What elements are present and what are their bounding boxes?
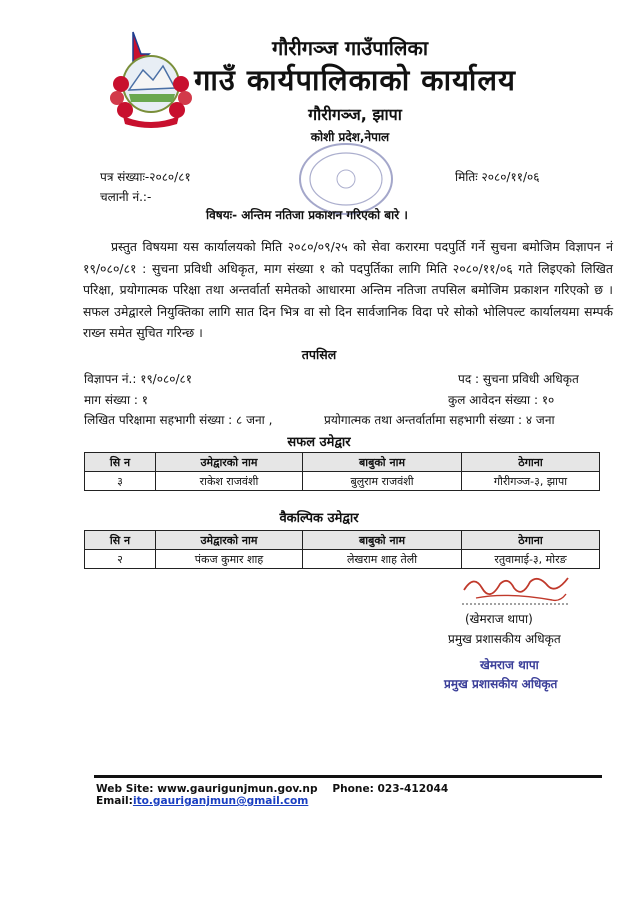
alternate-candidate-heading: वैकल्पिक उमेद्वार — [279, 511, 359, 526]
alternate-candidate-table — [84, 530, 600, 569]
table-header-row — [85, 453, 600, 472]
successful-candidate-table — [84, 452, 600, 491]
body-paragraph — [83, 236, 613, 344]
office-title: गाउँ कार्यपालिकाको कार्यालय — [194, 63, 516, 97]
column-header: उमेद्वारको नाम — [156, 531, 303, 550]
table-cell: गौरीगञ्ज-३, झापा — [462, 472, 600, 491]
municipality-name: गौरीगञ्ज गाउँपालिका — [271, 36, 429, 60]
table-row — [85, 472, 600, 491]
handwritten-signature-icon — [456, 570, 576, 608]
signatory-name: (खेमराज थापा) — [465, 612, 533, 626]
column-header: सि न — [85, 531, 156, 550]
column-header: बाबुको नाम — [303, 453, 462, 472]
written-exam-count: लिखित परिक्षामा सहभागी संख्या : ८ जना , — [84, 413, 273, 427]
practical-interview-count: प्रयोगात्मक तथा अन्तर्वार्तामा सहभागी संख्या : ४ जना — [324, 413, 555, 427]
footer-email-label: Email: — [96, 795, 133, 807]
column-header: बाबुको नाम — [303, 531, 462, 550]
office-location: गौरीगञ्ज, झापा — [308, 105, 402, 124]
footer-website[interactable]: Web Site: www.gaurigunjmun.gov.np — [96, 783, 318, 795]
signatory-title: प्रमुख प्रशासकीय अधिकृत — [448, 632, 561, 646]
post-name: पद : सुचना प्रविधी अधिकृत — [458, 372, 579, 386]
footer-email-link[interactable]: ito.gauriganjmun@gmail.com — [132, 795, 309, 807]
demand-count: माग संख्या : १ — [84, 393, 148, 407]
table-header-row — [85, 531, 600, 550]
province-name: कोशी प्रदेश,नेपाल — [310, 130, 390, 144]
application-count: कुल आवेदन संख्या : १० — [448, 393, 555, 407]
letter-date: मितिः २०८०/११/०६ — [455, 170, 540, 184]
column-header: सि न — [85, 453, 156, 472]
dispatch-number: चलानी नं.:- — [100, 190, 152, 204]
successful-candidate-heading: सफल उमेद्वार — [287, 435, 351, 450]
table-cell: ३ — [85, 472, 156, 491]
table-cell: लेखराम शाह तेली — [303, 550, 462, 569]
table-cell: २ — [85, 550, 156, 569]
seal-name: खेमराज थापा — [480, 658, 539, 672]
column-header: ठेगाना — [462, 453, 600, 472]
letter-number: पत्र संख्याः-२०८०/८१ — [100, 170, 191, 184]
column-header: ठेगाना — [462, 531, 600, 550]
body-text: प्रस्तुत विषयमा यस कार्यालयको मिति २०८०/०९/२५ को सेवा करारमा पदपुर्ति गर्ने सुचना बमोजिम विज्ञापन नं १९/०८०/८१ : सुचना प्रविधी अधिकृत, माग संख्या १ को पदपुर्तिका लागि मिति २०८०/११/०६ गते लिइएको लिखित परिक्षा, प्रयोगात्मक परिक्षा तथा अन्तर्वार्ता समेतको आधारमा अन्तिम नतिजा तपसिल बमोजिम प्रकाशन गरिएको छ । सफल उमेद्वारले नियुक्तिका लागि सात दिन भित्र वा सो दिन सार्वजानिक विदा परे सोको भोलिपल्ट कार्यालयमा सम्पर्क राख्न समेत सुचित गरिन्छ । — [83, 239, 613, 341]
seal-title: प्रमुख प्रशासकीय अधिकृत — [444, 677, 558, 691]
table-row — [85, 550, 600, 569]
table-cell: बुलुराम राजवंशी — [303, 472, 462, 491]
advertisement-number: विज्ञापन नं.: १९/०८०/८१ — [84, 372, 192, 386]
table-cell: राकेश राजवंशी — [156, 472, 303, 491]
table-cell: रतुवामाई-३, मोरङ — [462, 550, 600, 569]
footer-phone: Phone: 023-412044 — [332, 783, 449, 795]
table-cell: पंकज कुमार शाह — [156, 550, 303, 569]
column-header: उमेद्वारको नाम — [156, 453, 303, 472]
details-heading: तपसिल — [301, 347, 337, 362]
footer-divider — [94, 775, 602, 778]
footer — [96, 783, 638, 807]
subject-line: विषयः- अन्तिम नतिजा प्रकाशन गरिएको बारे । — [206, 208, 408, 222]
